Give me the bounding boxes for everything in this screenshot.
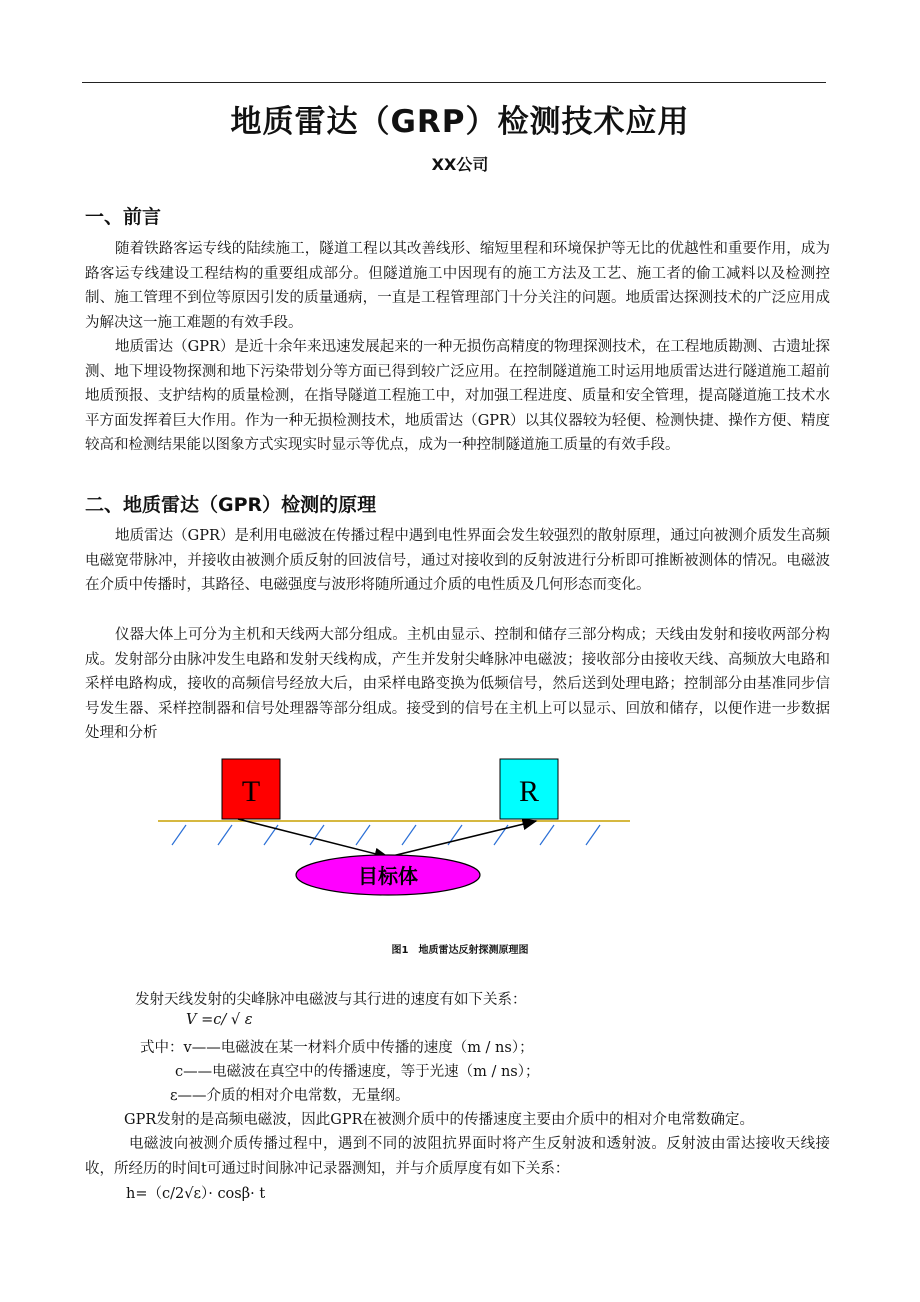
preface-paragraph-2: 地质雷达（GPR）是近十余年来迅速发展起来的一种无损伤高精度的物理探测技术，在工程地质勘测、古遗址探测、地下埋设物探测和地下污染带划分等方面已得到较广泛应用。在控制隧道施工时运用地质雷达进行隧道施工超前地质预报、支护结构的质量检测，在指导隧道工程施工中，对加强工程进度、质量和安全管理，提高隧道施工技术水平方面发挥着巨大作用。作为一种无损检测技术，地质雷达（GPR）以其仪器较为轻便、检测快捷、操作方便、精度较高和检测结果能以图象方式实现实时显示等优点，成为一种控制隧道施工质量的有效手段。 <box>85 339 830 454</box>
section-heading-principle: 二、地质雷达（GPR）检测的原理 <box>85 494 377 516</box>
principle-paragraph-2: 仪器大体上可分为主机和天线两大部分组成。主机由显示、控制和储存三部分构成；天线由发射和接收两部分构成。发射部分由脉冲发生电路和发射天线构成，产生并发射尖峰脉冲电磁波；接收部分由接收天线、高频放大电路和采样电路构成，接收的高频信号经放大后，由采样电路变换为低频信号，然后送到处理电路；控制部分由基准同步信号发生器、采样控制器和信号处理器等部分组成。接受到的信号在主机上可以显示、回放和储存，以便作进一步数据处理和分析 <box>85 627 830 742</box>
depth-formula: h=（c/2√ε）· cosβ· t <box>126 1186 266 1202</box>
principle-paragraph-1: 地质雷达（GPR）是利用电磁波在传播过程中遇到电性界面会发生较强烈的散射原理，通过向被测介质发生高频电磁宽带脉冲，并接收由被测介质反射的回波信号，通过对接收到的反射波进行分析即可推断被测体的情况。电磁波在介质中传播时，其路径、电磁强度与波形将随所通过介质的电性质及几何形态而变化。 <box>85 528 830 594</box>
def-v: 式中：v——电磁波在某一材料介质中传播的速度（m / ns）； <box>140 1040 534 1056</box>
transmitter-label: T <box>241 775 261 808</box>
figure-caption: 图1 地质雷达反射探测原理图 <box>391 945 529 956</box>
receiver-label: R <box>518 775 540 808</box>
header-rule <box>82 82 826 83</box>
velocity-intro: 发射天线发射的尖峰脉冲电磁波与其行进的速度有如下关系： <box>135 992 527 1008</box>
gpr-velocity-note: GPR发射的是高频电磁波，因此GPR在被测介质中的传播速度主要由介质中的相对介电常数确定。 <box>124 1112 755 1128</box>
ground-hatching <box>172 825 600 845</box>
gpr-principle-diagram <box>150 755 640 905</box>
preface-paragraph-1: 随着铁路客运专线的陆续施工，隧道工程以其改善线形、缩短里程和环境保护等无比的优越性和重要作用，成为路客运专线建设工程结构的重要组成部分。但隧道施工中因现有的施工方法及工艺、施工者的偷工减料以及检测控制、施工管理不到位等原因引发的质量通病，一直是工程管理部门十分关注的问题。地质雷达探测技术的广泛应用成为解决这一施工难题的有效手段。 <box>85 241 830 331</box>
target-label: 目标体 <box>358 864 418 888</box>
def-c: c——电磁波在真空中的传播速度，等于光速（m / ns）； <box>175 1064 540 1080</box>
velocity-formula: V =c/ √ ε <box>186 1012 253 1028</box>
reflected-wave-arrow <box>388 821 536 857</box>
reflection-paragraph: 电磁波向被测介质传播过程中，遇到不同的波阻抗界面时将产生反射波和透射波。反射波由雷达接收天线接收，所经历的时间t可通过时间脉冲记录器测知，并与介质厚度有如下关系： <box>85 1136 830 1177</box>
section-heading-preface: 一、前言 <box>85 206 162 228</box>
def-epsilon: ε——介质的相对介电常数，无量纲。 <box>170 1088 410 1104</box>
company-name: XX公司 <box>431 155 489 174</box>
incident-wave-arrow <box>238 819 388 857</box>
document-title: 地质雷达（GRP）检测技术应用 <box>230 104 690 140</box>
